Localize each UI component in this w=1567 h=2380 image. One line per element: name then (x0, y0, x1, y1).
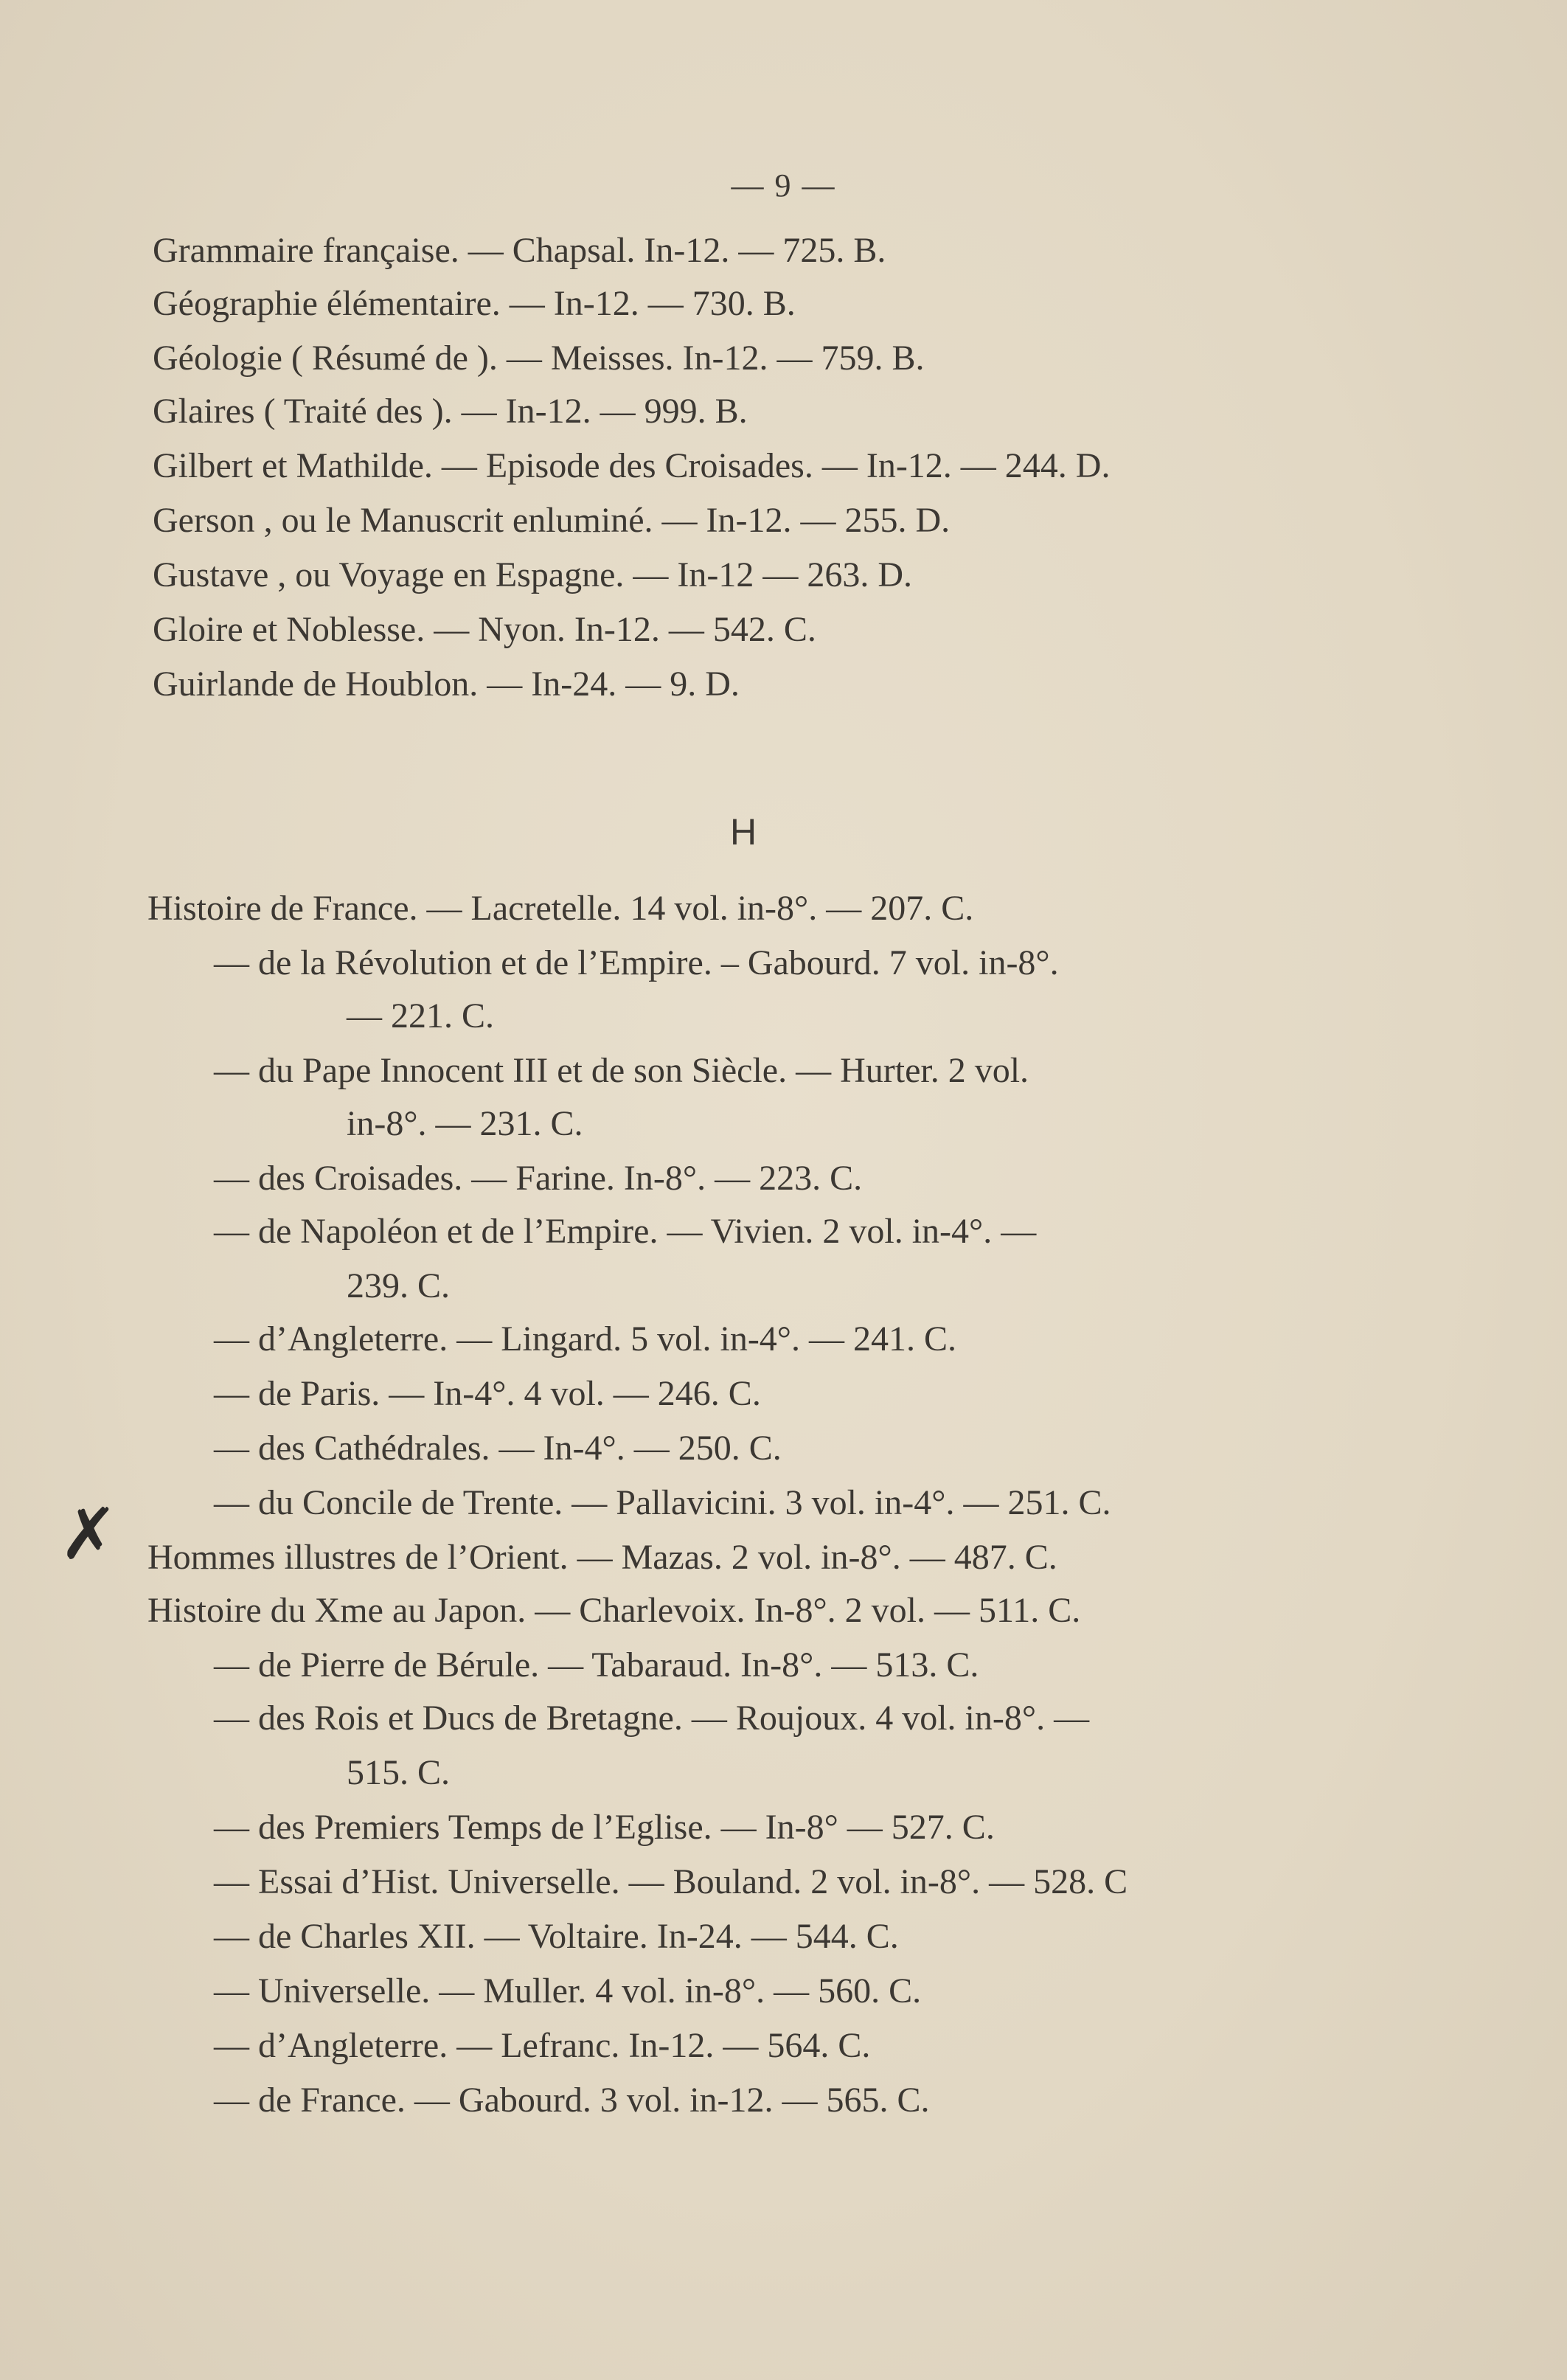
catalog-entry: — des Premiers Temps de l’Eglise. — In-8° — 527. C. (214, 1808, 995, 1847)
catalog-entry: Géologie ( Résumé de ). — Meisses. In-12. — 759. B. (153, 339, 925, 378)
catalog-entry: — de Pierre de Bérule. — Tabaraud. In-8°. — 513. C. (214, 1645, 979, 1685)
catalog-entry: Grammaire française. — Chapsal. In-12. — 725. B. (153, 231, 886, 270)
catalog-entry: — du Concile de Trente. — Pallavicini. 3 vol. in-4°. — 251. C. (214, 1483, 1111, 1522)
catalog-entry: — de Paris. — In-4°. 4 vol. — 246. C. (214, 1374, 761, 1413)
catalog-entry: — d’Angleterre. — Lingard. 5 vol. in-4°. — 241. C. (214, 1319, 957, 1359)
catalog-entry-continuation: 239. C. (347, 1266, 451, 1305)
section-heading-h: H (730, 811, 757, 853)
catalog-entry: — du Pape Innocent III et de son Siècle. — Hurter. 2 vol. (214, 1051, 1029, 1090)
handwritten-margin-mark: ✗ (59, 1493, 119, 1575)
catalog-entry: Gustave , ou Voyage en Espagne. — In-12 — 263. D. (153, 555, 913, 594)
page-number: — 9 — (731, 167, 836, 204)
catalog-entry: Gerson , ou le Manuscrit enluminé. — In-12. — 255. D. (153, 501, 951, 540)
catalog-entry-continuation: 515. C. (347, 1753, 451, 1792)
catalog-entry: Guirlande de Houblon. — In-24. — 9. D. (153, 665, 740, 704)
catalog-entry: — de Charles XII. — Voltaire. In-24. — 544. C. (214, 1917, 899, 1956)
catalog-entry: — Universelle. — Muller. 4 vol. in-8°. — 560. C. (214, 1971, 922, 2010)
catalog-entry-continuation: in-8°. — 231. C. (347, 1104, 583, 1143)
catalog-entry: — des Croisades. — Farine. In-8°. — 223. C. (214, 1159, 863, 1198)
catalog-entry: Géographie élémentaire. — In-12. — 730. B. (153, 284, 796, 323)
catalog-entry: Gilbert et Mathilde. — Episode des Croisades. — In-12. — 244. D. (153, 446, 1111, 485)
catalog-entry: Glaires ( Traité des ). — In-12. — 999. B. (153, 392, 748, 431)
catalog-entry: Hommes illustres de l’Orient. — Mazas. 2 vol. in-8°. — 487. C. (147, 1538, 1057, 1577)
catalog-entry: — d’Angleterre. — Lefranc. In-12. — 564. C. (214, 2026, 871, 2065)
catalog-entry: — de la Révolution et de l’Empire. – Gabourd. 7 vol. in-8°. (214, 943, 1059, 982)
catalog-entry: Gloire et Noblesse. — Nyon. In-12. — 542. C. (153, 610, 816, 649)
catalog-entry: — de Napoléon et de l’Empire. — Vivien. 2 vol. in-4°. — (214, 1212, 1037, 1251)
catalog-entry: — de France. — Gabourd. 3 vol. in-12. — 565. C. (214, 2081, 930, 2120)
catalog-entry: — des Rois et Ducs de Bretagne. — Roujoux. 4 vol. in-8°. — (214, 1699, 1090, 1738)
catalog-entry: — des Cathédrales. — In-4°. — 250. C. (214, 1429, 782, 1468)
catalog-entry: — Essai d’Hist. Universelle. — Bouland. 2 vol. in-8°. — 528. C (214, 1862, 1128, 1901)
catalog-entry-continuation: — 221. C. (347, 996, 495, 1035)
catalog-entry: Histoire du Xme au Japon. — Charlevoix. In-8°. 2 vol. — 511. C. (147, 1591, 1081, 1630)
catalog-entry: Histoire de France. — Lacretelle. 14 vol. in-8°. — 207. C. (147, 889, 974, 928)
